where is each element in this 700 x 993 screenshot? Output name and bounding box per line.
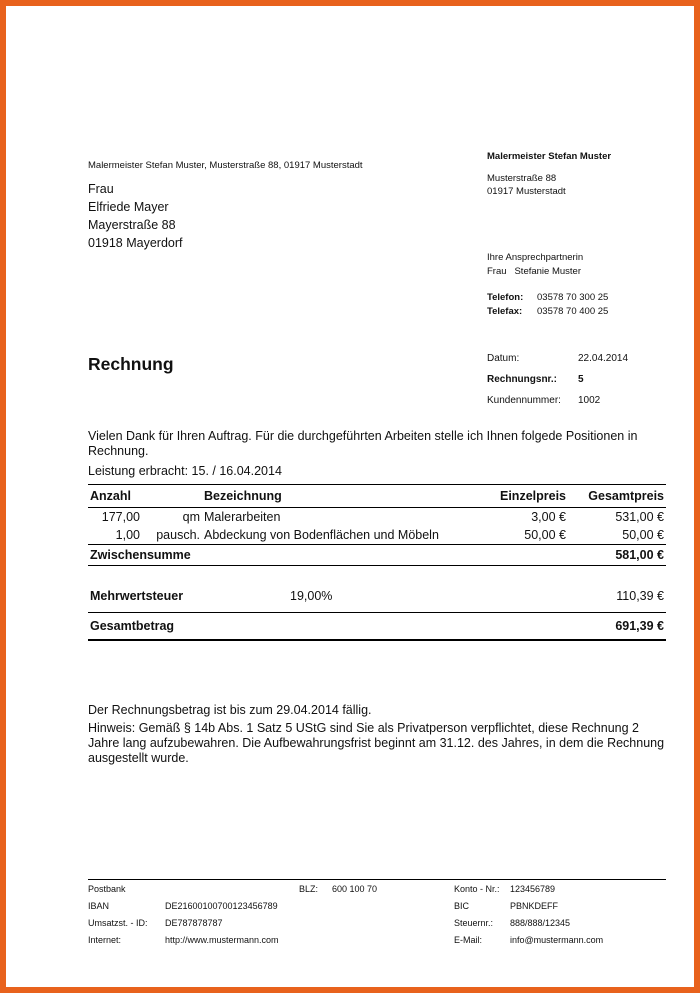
company-city: 01917 Musterstadt bbox=[487, 186, 566, 197]
item-unit-price: 50,00 € bbox=[524, 528, 566, 542]
recipient-street: Mayerstraße 88 bbox=[88, 218, 176, 232]
line-items-table bbox=[88, 484, 666, 641]
item-quantity: 177,00 bbox=[101, 510, 140, 524]
retention-notice: Hinweis: Gemäß § 14b Abs. 1 Satz 5 UStG sind Sie als Privatperson verpflichtet, diese Rechnung 2 Jahre lang aufzubewahren. Die Aufbewahrungsfrist beginnt am 31.12. des Jahres, in dem die Rechnung ausgestellt wurde. bbox=[88, 721, 665, 765]
subtotal-value: 581,00 € bbox=[568, 545, 666, 566]
date-label: Datum: bbox=[487, 353, 520, 364]
table-row bbox=[88, 526, 666, 545]
blz-value: 600 100 70 bbox=[332, 883, 378, 894]
date-value: 22.04.2014 bbox=[578, 353, 629, 364]
item-unit: qm bbox=[182, 510, 200, 524]
bic-value: PBNKDEFF bbox=[510, 900, 559, 911]
customer-number-label: Kundennummer: bbox=[487, 395, 561, 406]
due-date-text: Der Rechnungsbetrag ist bis zum 29.04.2014 fällig. bbox=[88, 703, 372, 717]
total-row bbox=[88, 613, 666, 641]
invoice-number-label: Rechnungsnr.: bbox=[487, 374, 558, 385]
document-title: Rechnung bbox=[88, 354, 174, 374]
total-value: 691,39 € bbox=[568, 613, 666, 641]
item-unit: pausch. bbox=[156, 528, 200, 542]
website-link[interactable]: http://www.mustermann.com bbox=[165, 934, 279, 945]
item-total: 50,00 € bbox=[622, 528, 664, 542]
recipient-name: Elfriede Mayer bbox=[88, 200, 169, 214]
subtotal-row bbox=[88, 545, 666, 566]
phone-value: 03578 70 300 25 bbox=[537, 292, 609, 303]
vat-id-label: Umsatzst. - ID: bbox=[88, 917, 148, 928]
header-quantity: Anzahl bbox=[90, 489, 131, 503]
sender-return-line: Malermeister Stefan Muster, Musterstraße 88, 01917 Musterstadt bbox=[88, 160, 363, 171]
header-description: Bezeichnung bbox=[204, 489, 282, 503]
company-name: Malermeister Stefan Muster bbox=[487, 151, 612, 162]
intro-text: Vielen Dank für Ihren Auftrag. Für die durchgeführten Arbeiten stelle ich Ihnen folgede Positionen in Rechnung. bbox=[88, 429, 638, 458]
fax-label: Telefax: bbox=[487, 305, 523, 317]
fax-value: 03578 70 400 25 bbox=[537, 305, 609, 317]
phone-label: Telefon: bbox=[487, 292, 524, 303]
invoice-number-value: 5 bbox=[578, 374, 584, 385]
performance-date: Leistung erbracht: 15. / 16.04.2014 bbox=[88, 464, 282, 478]
email-label: E-Mail: bbox=[454, 934, 483, 945]
blz-label: BLZ: bbox=[299, 883, 319, 894]
item-description: Abdeckung von Bodenflächen und Möbeln bbox=[204, 528, 439, 542]
tax-rate: 19,00% bbox=[290, 589, 333, 603]
table-row bbox=[88, 508, 666, 527]
item-total: 531,00 € bbox=[615, 510, 664, 524]
bank-name: Postbank bbox=[88, 883, 126, 894]
item-unit-price: 3,00 € bbox=[531, 510, 566, 524]
contact-person bbox=[487, 251, 583, 278]
tax-row bbox=[88, 580, 666, 613]
invoice-meta bbox=[487, 348, 628, 411]
tax-label: Mehrwertsteuer bbox=[90, 589, 184, 603]
contact-salutation: Frau bbox=[487, 265, 507, 277]
table-header-row bbox=[88, 485, 666, 508]
item-quantity: 1,00 bbox=[115, 528, 140, 542]
footer-bank-details bbox=[88, 879, 666, 948]
iban-value: DE21600100700123456789 bbox=[165, 900, 278, 911]
item-description: Malerarbeiten bbox=[204, 510, 281, 524]
iban-label: IBAN bbox=[88, 900, 110, 911]
contact-heading: Ihre Ansprechpartnerin bbox=[487, 252, 584, 263]
account-value: 123456789 bbox=[510, 883, 556, 894]
contact-name: Stefanie Muster bbox=[514, 265, 582, 277]
customer-number-value: 1002 bbox=[578, 395, 601, 406]
tax-number-label: Steuernr.: bbox=[454, 917, 494, 928]
recipient-address bbox=[88, 180, 183, 252]
tax-value: 110,39 € bbox=[616, 589, 664, 603]
recipient-salutation: Frau bbox=[88, 182, 114, 196]
total-label: Gesamtbetrag bbox=[88, 613, 568, 641]
subtotal-label: Zwischensumme bbox=[88, 545, 568, 566]
internet-label: Internet: bbox=[88, 934, 122, 945]
header-unit-price: Einzelpreis bbox=[500, 489, 566, 503]
email-link[interactable]: info@mustermann.com bbox=[510, 934, 604, 945]
vat-id-value: DE787878787 bbox=[165, 917, 223, 928]
recipient-city: 01918 Mayerdorf bbox=[88, 236, 183, 250]
company-street: Musterstraße 88 bbox=[487, 172, 557, 184]
account-label: Konto - Nr.: bbox=[454, 883, 500, 894]
bic-label: BIC bbox=[454, 900, 470, 911]
header-total-price: Gesamtpreis bbox=[588, 489, 664, 503]
tax-number-value: 888/888/12345 bbox=[510, 917, 571, 928]
company-address bbox=[487, 150, 611, 199]
phone-fax-block bbox=[487, 291, 608, 318]
